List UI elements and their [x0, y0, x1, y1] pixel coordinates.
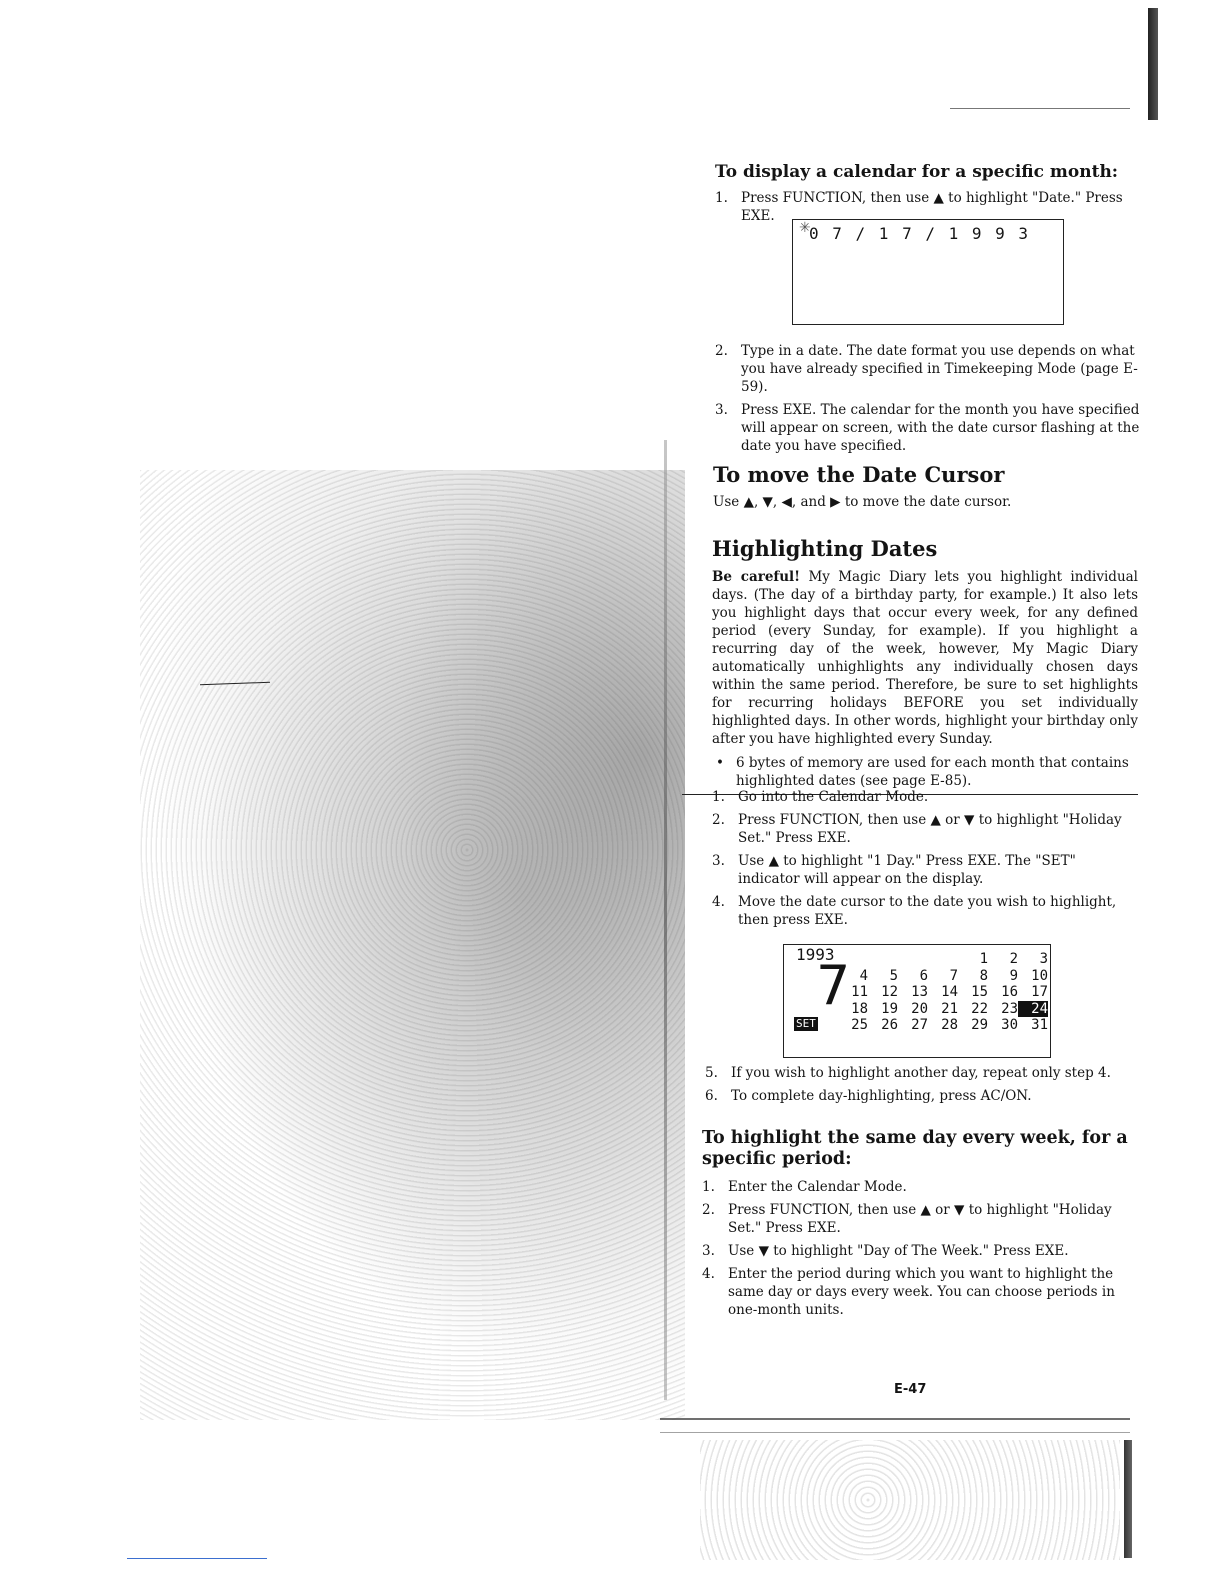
calendar-month: 7 [816, 954, 851, 1017]
memory-note [712, 754, 1138, 790]
calendar-day: 6 [919, 967, 928, 984]
heading-every-week: To highlight the same day every week, for a specific period: [702, 1128, 1128, 1169]
page-fold-line [664, 440, 667, 1400]
heading-display-month: To display a calendar for a specific month: [715, 162, 1119, 182]
calendar-day: 13 [911, 984, 928, 1000]
calendar-day: 20 [911, 1000, 928, 1017]
list-item [715, 401, 1143, 455]
list-item [702, 1201, 1132, 1237]
calendar-day: 18 [851, 1000, 868, 1017]
highlighting-text: My Magic Diary lets you highlight individual days. (The day of a birthday party, for example.) It also lets you highlight days that occur every week, for any defined period (every Sunday, for example). If you highlight a recurring day of the week, however, My Magic Diary automatically unhighlights any individually chosen days within the same period. Therefore, be sure to set highlights for recurring holidays BEFORE you set individually highlighted days. In other words, highlight your birthday only after you have highlighted every Sunday. [712, 569, 1139, 747]
calendar-day: 17 [1031, 984, 1048, 1000]
section-highlighting [712, 536, 1138, 795]
top-rule [950, 108, 1130, 109]
step-text: Press FUNCTION, then use ▲ to highlight "Date." Press EXE. [741, 190, 1123, 224]
calendar-row [838, 951, 1048, 968]
calendar-day: 26 [881, 1017, 898, 1033]
list-item [715, 342, 1143, 396]
step-number: 5. [705, 1065, 718, 1081]
calendar-row [838, 1017, 1048, 1034]
step-number: 4. [702, 1266, 715, 1282]
step-number: 3. [712, 853, 725, 869]
bottom-rule [660, 1418, 1130, 1420]
set-indicator: SET [796, 1017, 816, 1030]
step-text: Enter the Calendar Mode. [728, 1179, 907, 1195]
step-text: Enter the period during which you want to highlight the same day or days every week. You can choose periods in one-month units. [728, 1266, 1115, 1318]
step-number: 2. [712, 812, 725, 828]
lcd-date-text: 0 7 / 1 7 / 1 9 9 3 [809, 224, 1031, 243]
calendar-day: 22 [971, 1000, 988, 1017]
highlighting-paragraph [712, 568, 1138, 748]
calendar-day: 15 [971, 984, 988, 1000]
steps-every-week [702, 1178, 1132, 1319]
section-every-week [702, 1128, 1132, 1324]
calendar-day: 31 [1031, 1017, 1048, 1033]
calendar-day: 8 [979, 967, 988, 984]
list-item [702, 1178, 1132, 1196]
calendar-day: 5 [889, 967, 898, 984]
calendar-day: 4 [859, 967, 868, 984]
steps-display-month-cont [715, 342, 1143, 455]
step-text: Type in a date. The date format you use depends on what you have already specified in Timekeeping Mode (page E-59). [741, 343, 1138, 395]
section-display-month-cont [715, 342, 1143, 460]
calendar-day: 29 [971, 1017, 988, 1033]
bullet-icon: • [716, 755, 724, 771]
calendar-day: 1 [979, 951, 988, 967]
list-item [712, 893, 1137, 929]
section-one-day-cont [705, 1064, 1135, 1110]
step-number: 3. [715, 402, 728, 418]
list-item [702, 1265, 1132, 1319]
calendar-row [838, 1001, 1048, 1018]
list-item [705, 1064, 1135, 1082]
steps-one-day [712, 788, 1137, 929]
list-item [705, 1087, 1135, 1105]
step-text: Go into the Calendar Mode. [738, 789, 929, 805]
step-text: Press EXE. The calendar for the month you have specified will appear on screen, with the date cursor flashing at the date you have specified. [741, 402, 1140, 454]
edge-mark-bottom [1124, 1440, 1132, 1558]
calendar-day: 16 [1001, 984, 1018, 1000]
blue-underline [127, 1558, 267, 1559]
heading-highlighting: Highlighting Dates [712, 536, 938, 561]
calendar-day: 19 [881, 1000, 898, 1017]
step-number: 1. [715, 190, 728, 206]
careful-lead: Be careful! [712, 569, 801, 585]
step-number: 6. [705, 1088, 718, 1104]
calendar-day: 12 [881, 984, 898, 1000]
step-text: Move the date cursor to the date you wish to highlight, then press EXE. [738, 894, 1117, 928]
calendar-day: 21 [941, 1000, 958, 1017]
step-text: Use ▲ to highlight "1 Day." Press EXE. The "SET" indicator will appear on the display. [738, 853, 1076, 887]
calendar-day: 7 [949, 967, 958, 984]
page-number: E-47 [894, 1382, 927, 1397]
heading-move-cursor: To move the Date Cursor [713, 462, 1005, 487]
lcd-calendar-display [783, 944, 1051, 1058]
section-one-day [712, 788, 1137, 934]
step-number: 2. [715, 343, 728, 359]
section-move-cursor [713, 462, 1143, 511]
calendar-day: 24 [1018, 1001, 1048, 1018]
calendar-row [838, 984, 1048, 1001]
steps-one-day-cont [705, 1064, 1135, 1105]
list-item [712, 852, 1137, 888]
calendar-day: 10 [1031, 967, 1048, 984]
calendar-day [898, 951, 928, 968]
calendar-year: 1993 [796, 945, 835, 964]
calendar-grid [838, 951, 1048, 1034]
step-text: Press FUNCTION, then use ▲ or ▼ to highlight "Holiday Set." Press EXE. [738, 812, 1122, 846]
step-text: Press FUNCTION, then use ▲ or ▼ to highlight "Holiday Set." Press EXE. [728, 1202, 1112, 1236]
calendar-row [838, 968, 1048, 985]
text-move-cursor: Use ▲, ▼, ◀, and ▶ to move the date cursor. [713, 494, 1012, 510]
step-number: 2. [702, 1202, 715, 1218]
step-text: To complete day-highlighting, press AC/ON. [731, 1088, 1032, 1104]
calendar-day: 14 [941, 984, 958, 1000]
lcd-date-display [792, 219, 1064, 325]
list-item [712, 811, 1137, 847]
list-item [702, 1242, 1132, 1260]
step-number: 4. [712, 894, 725, 910]
calendar-day: 3 [1039, 951, 1048, 967]
cursor-flash-icon: ✳ [799, 220, 811, 236]
edge-mark-top [1148, 8, 1158, 120]
calendar-day [868, 951, 898, 968]
calendar-day: 11 [851, 984, 868, 1000]
scan-noise [140, 470, 685, 1420]
scan-dust-bottom [700, 1440, 1120, 1560]
step-text: If you wish to highlight another day, repeat only step 4. [731, 1065, 1111, 1081]
step-number: 3. [702, 1243, 715, 1259]
calendar-day: 27 [911, 1017, 928, 1033]
calendar-day: 9 [1009, 967, 1018, 984]
calendar-day [838, 951, 868, 968]
calendar-day: 28 [941, 1017, 958, 1033]
calendar-day: 25 [851, 1017, 868, 1033]
calendar-day [928, 951, 958, 968]
bottom-rule-secondary [660, 1432, 1130, 1433]
calendar-day: 23 [1001, 1000, 1018, 1017]
calendar-day: 2 [1009, 951, 1018, 967]
list-item [712, 788, 1137, 806]
memory-note-text: 6 bytes of memory are used for each month that contains highlighted dates (see page E-85). [736, 755, 1129, 789]
step-number: 1. [702, 1179, 715, 1195]
step-number: 1. [712, 789, 725, 805]
step-text: Use ▼ to highlight "Day of The Week." Press EXE. [728, 1243, 1069, 1259]
calendar-day: 30 [1001, 1017, 1018, 1033]
